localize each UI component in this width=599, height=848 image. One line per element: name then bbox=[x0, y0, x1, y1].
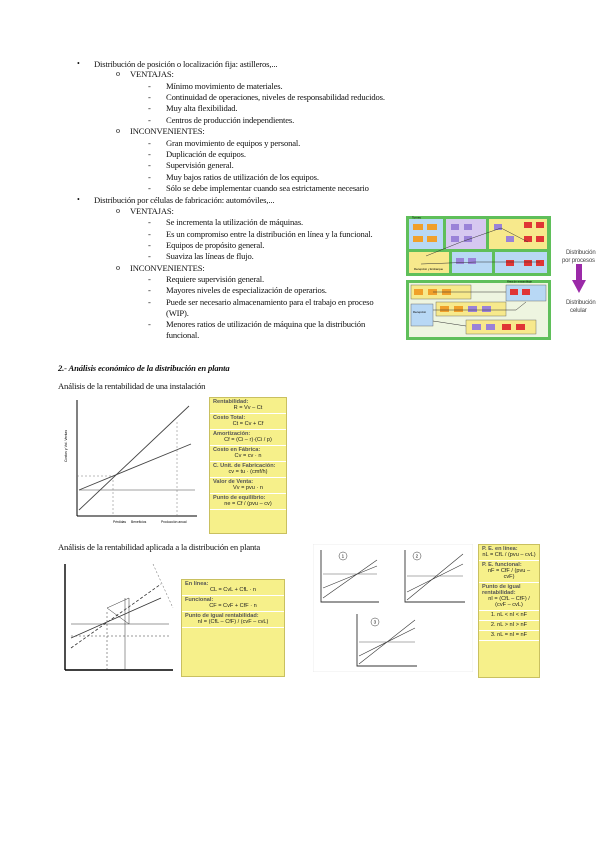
list-item: Menores ratios de utilización de máquina que la distribución bbox=[166, 319, 366, 329]
dash: - bbox=[148, 217, 151, 227]
dash: - bbox=[148, 81, 151, 91]
dash: - bbox=[148, 115, 151, 125]
chart3-num-1: 1 bbox=[341, 553, 345, 559]
dash: - bbox=[148, 138, 151, 148]
arrow-down-icon bbox=[572, 264, 586, 294]
formula-heading: Punto de equilibrio: bbox=[213, 495, 266, 501]
formula-row bbox=[182, 580, 284, 596]
formula-text: 2. nL > nI > nF bbox=[490, 622, 528, 628]
dash: - bbox=[148, 103, 151, 113]
dash: - bbox=[148, 183, 151, 193]
formula-heading: P. E. en línea: bbox=[482, 546, 518, 552]
cell-layout-figure bbox=[406, 216, 556, 340]
caption-procesos-2: por procesos bbox=[562, 258, 595, 264]
caption-procesos-1: Distribución bbox=[566, 250, 596, 256]
formula-text: Cv = cv · n bbox=[234, 453, 262, 459]
formula-text: 1. nL < nI < nF bbox=[490, 612, 528, 618]
formula-text: ne = Cf / (pvu – cv) bbox=[224, 501, 272, 507]
formula-row bbox=[479, 611, 539, 621]
dash: - bbox=[148, 229, 151, 239]
list-item: Es un compromiso entre la distribución en línea y la funcional. bbox=[166, 229, 373, 239]
ventajas-label: VENTAJAS: bbox=[130, 69, 174, 79]
formula-text: CF = CvF + CfF · n bbox=[209, 603, 257, 609]
formula-text: nI = (CfL – CfF) / (cvF – cvL) bbox=[488, 596, 530, 608]
formula-box-2 bbox=[181, 579, 285, 677]
chart3-num-2: 2 bbox=[415, 553, 419, 559]
heading-posicion-fija: Distribución de posición o localización fija: astilleros,... bbox=[94, 59, 278, 69]
list-item: Mayores niveles de especialización de operarios. bbox=[166, 285, 327, 295]
formula-row bbox=[479, 583, 539, 611]
heading-celulas: Distribución por células de fabricación: automóviles,... bbox=[94, 195, 275, 205]
formula-row bbox=[210, 414, 286, 430]
caption-celular-2: celular bbox=[570, 308, 587, 314]
formula-row bbox=[479, 621, 539, 631]
formula-text: nL = CfL / (pvu – cvL) bbox=[482, 552, 536, 558]
formula-text: R = Vv – Ct bbox=[233, 405, 263, 411]
list-item: Supervisión general. bbox=[166, 160, 234, 170]
formula-heading: Valor de Venta: bbox=[213, 479, 254, 485]
distribucion-chart bbox=[57, 558, 175, 680]
rentabilidad-chart bbox=[57, 392, 203, 532]
formula-text: Cf = (Ci – r)·(Ci / p) bbox=[224, 437, 272, 443]
sub-bullet: o bbox=[116, 69, 120, 78]
sub-bullet: o bbox=[116, 126, 120, 135]
formula-row bbox=[210, 494, 286, 510]
formula-text: 3. nL = nI = nF bbox=[490, 632, 528, 638]
list-item: Equipos de propósito general. bbox=[166, 240, 265, 250]
formula-row bbox=[182, 596, 284, 612]
formula-text: Ct = Cv + Cf bbox=[232, 421, 264, 427]
formula-box-1 bbox=[209, 397, 287, 534]
formula-text: nF = CfF / (pvu – cvF) bbox=[487, 568, 531, 580]
recepcion-label: Recepción y Embarque bbox=[414, 267, 444, 271]
dash: - bbox=[148, 251, 151, 261]
formula-heading: Costo en Fábrica: bbox=[213, 447, 261, 453]
area-ensamblaje-label: Área de ensamblaje bbox=[507, 279, 532, 284]
section2-sub2: Análisis de la rentabilidad aplicada a la distribución en planta bbox=[58, 542, 261, 552]
dash: - bbox=[148, 92, 151, 102]
formula-text: Vv = pvu · n bbox=[232, 485, 263, 491]
list-item: Puede ser necesario almacenamiento para el trabajo en proceso bbox=[166, 297, 374, 307]
chart1-xlabel: Producción anual bbox=[161, 520, 187, 524]
formula-heading: Amortización: bbox=[213, 431, 251, 437]
dash: - bbox=[148, 160, 151, 170]
formula-row bbox=[210, 478, 286, 494]
dash: - bbox=[148, 297, 151, 307]
formula-heading: P. E. funcional: bbox=[482, 562, 522, 568]
layout-diagram bbox=[406, 216, 556, 340]
formula-heading: En línea: bbox=[185, 581, 209, 587]
formula-heading: Rentabilidad: bbox=[213, 399, 249, 405]
formula-text: CL = CvL + CfL · n bbox=[209, 587, 256, 593]
chart1-ylabel: Costos y Vol. Ventas bbox=[64, 429, 68, 462]
formula-heading: Punto de igual rentabilidad: bbox=[482, 584, 521, 596]
formula-heading: Punto de igual rentabilidad: bbox=[185, 613, 259, 619]
formula-row bbox=[210, 398, 286, 414]
dash: - bbox=[148, 172, 151, 182]
dash: - bbox=[148, 285, 151, 295]
list-item: Continuidad de operaciones, niveles de responsabilidad reducidos. bbox=[166, 92, 385, 102]
list-item-cont: funcional. bbox=[166, 330, 200, 340]
list-item: Sólo se debe implementar cuando sea estrictamente necesario bbox=[166, 183, 369, 193]
bullet: • bbox=[77, 195, 80, 204]
formula-text: cv = tu · (cmf/h) bbox=[228, 469, 268, 475]
list-item-cont: (WIP). bbox=[166, 308, 189, 318]
formula-heading: Funcional: bbox=[185, 597, 214, 603]
chart1-beneficios: Beneficios bbox=[131, 520, 147, 524]
list-item: Requiere supervisión general. bbox=[166, 274, 265, 284]
list-item: Duplicación de equipos. bbox=[166, 149, 246, 159]
formula-text: nI = (CfL – CfF) / (cvF – cvL) bbox=[197, 619, 269, 625]
list-item: Se incrementa la utilización de máquinas. bbox=[166, 217, 304, 227]
section2-sub1: Análisis de la rentabilidad de una instalación bbox=[58, 381, 206, 391]
list-item: Suaviza las líneas de flujo. bbox=[166, 251, 254, 261]
formula-row bbox=[182, 612, 284, 628]
list-item: Mínimo movimiento de materiales. bbox=[166, 81, 283, 91]
sub-bullet: o bbox=[116, 263, 120, 272]
list-item: Muy alta flexibilidad. bbox=[166, 103, 238, 113]
formula-heading: Costo Total: bbox=[213, 415, 246, 421]
inconvenientes-label: INCONVENIENTES: bbox=[130, 126, 205, 136]
formula-row bbox=[479, 631, 539, 641]
formula-box-3 bbox=[478, 544, 540, 678]
formula-heading: C. Unit. de Fabricación: bbox=[213, 463, 276, 469]
dash: - bbox=[148, 240, 151, 250]
section2-title: 2.- Análisis económico de la distribución en planta bbox=[58, 363, 230, 373]
bullet: • bbox=[77, 59, 80, 68]
svg-text:Torneo: Torneo bbox=[412, 216, 422, 220]
caption-celular-1: Distribución bbox=[566, 300, 596, 306]
inconvenientes-label: INCONVENIENTES: bbox=[130, 263, 205, 273]
chart1-perdidas: Pérdidas bbox=[113, 520, 127, 524]
formula-row bbox=[479, 561, 539, 583]
comparison-charts bbox=[313, 544, 473, 672]
dash: - bbox=[148, 319, 151, 329]
dash: - bbox=[148, 149, 151, 159]
formula-row bbox=[210, 430, 286, 446]
formula-row bbox=[479, 545, 539, 561]
recepcion-cell-label: Recepción bbox=[413, 310, 427, 314]
dash: - bbox=[148, 274, 151, 284]
list-item: Gran movimiento de equipos y personal. bbox=[166, 138, 301, 148]
list-item: Muy bajos ratios de utilización de los equipos. bbox=[166, 172, 319, 182]
formula-row bbox=[210, 446, 286, 462]
chart3-num-3: 3 bbox=[373, 619, 377, 625]
sub-bullet: o bbox=[116, 206, 120, 215]
ventajas-label: VENTAJAS: bbox=[130, 206, 174, 216]
formula-row bbox=[210, 462, 286, 478]
list-item: Centros de producción independientes. bbox=[166, 115, 295, 125]
